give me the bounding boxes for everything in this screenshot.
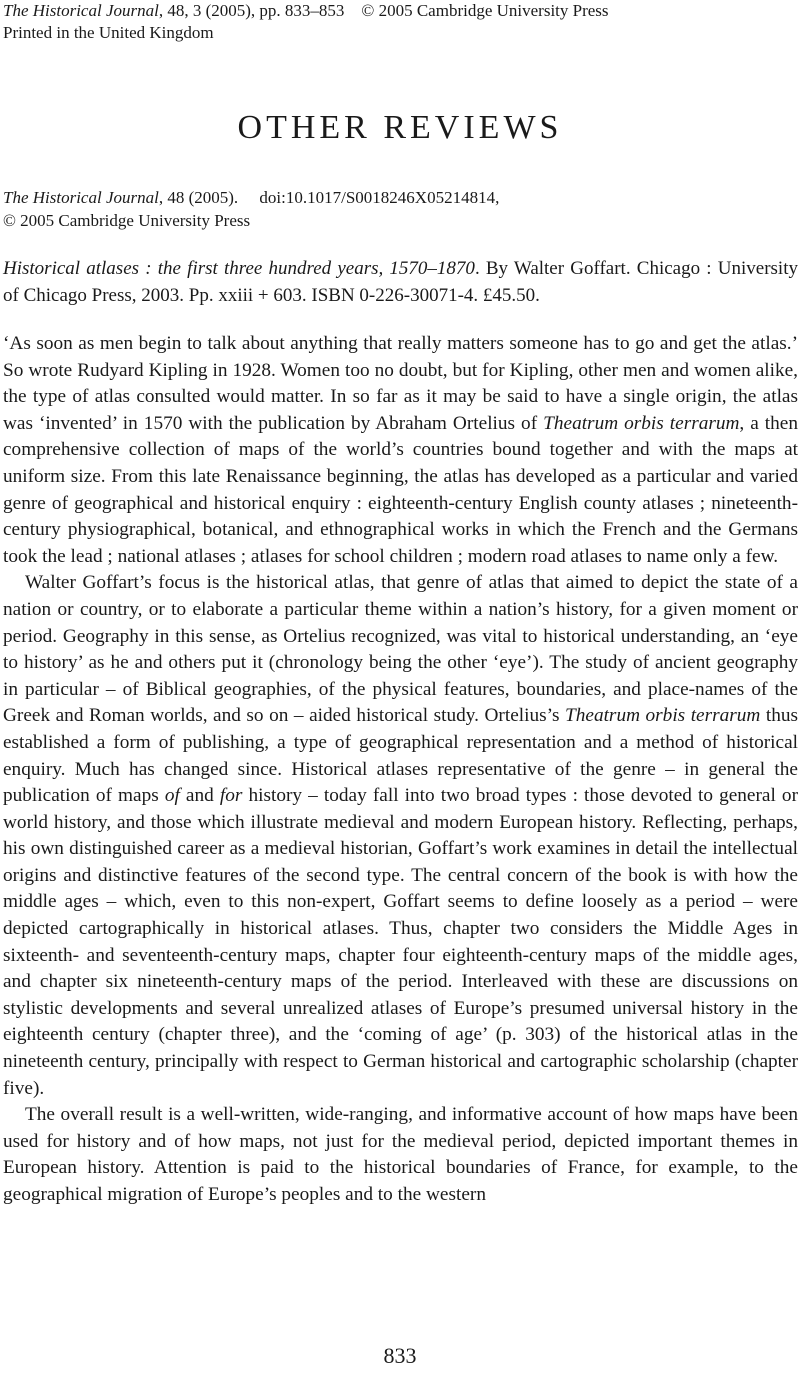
- citation-copyright: © 2005 Cambridge University Press: [3, 211, 251, 230]
- p2-text-a: Walter Goffart’s focus is the historical atlas, that genre of atlas that aimed to depict the state of a nation or country, or to elaborate a particular theme within a nation’s history, for a given moment or period. Geography in this sense, as Ortelius recognized, was vital to historical understanding, an ‘eye to history’ as he and others put it (chronology being the other ‘eye’). The study of ancient geography in particular – of Biblical geographies, of the physical features, boundaries, and place-names of the Greek and Roman worlds, and so on – aided historical study. Ortelius’s: [3, 572, 798, 727]
- paragraph-1: [3, 331, 798, 570]
- citation-journal: The Historical Journal: [3, 188, 159, 207]
- citation-year: , 48 (2005).: [158, 188, 239, 207]
- p2-italic-2: of: [164, 785, 180, 807]
- p1-text-a: ‘As soon as men begin to talk about anything that really matters someone has to go and get the atlas.’ So wrote Rudyard Kipling in 1928. Women too no doubt, but for Kipling, other men and women alike, the type of atlas consulted would matter. In so far as it may be said to have a single origin, the atlas was ‘invented’ in 1570 with the publication by Abraham Ortelius of: [3, 333, 798, 434]
- p1-italic: Theatrum orbis terrarum: [543, 412, 740, 434]
- book-reference: [3, 256, 798, 309]
- p2-italic-1: Theatrum orbis terrarum: [565, 705, 761, 727]
- running-head-line1: [3, 0, 609, 22]
- paragraph-2: [3, 570, 798, 1102]
- paragraph-3: The overall result is a well-written, wide-ranging, and informative account of how maps have been used for history and of how maps, not just for the medieval period, depicted important themes in European history. Attention is paid to the historical boundaries of France, for example, to the geographical migration of Europe’s peoples and to the western: [3, 1104, 798, 1205]
- page-number: 833: [383, 1343, 417, 1368]
- p2-text-d: history – today fall into two broad types : those devoted to general or world history, and those which illustrate medieval and modern European history. Reflecting, perhaps, his own distinguished career as a medieval historian, Goffart’s work examines in detail the intellectual origins and distinctive features of the second type. The central concern of the book is with how the middle ages – which, even to this non-expert, Goffart seems to define loosely as a period – were depicted cartographically in historical atlases. Thus, chapter two considers the Middle Ages in sixteenth- and seventeenth-century maps, chapter four eighteenth-century maps of the middle ages, and chapter six nineteenth-century maps of the period. Interleaved with these are discussions on stylistic developments and several unrealized atlases of Europe’s presumed universal history in the eighteenth century (chapter three), and the ‘coming of age’ (p. 303) of the historical atlas in the nineteenth century, principally with respect to German historical and cartographic scholarship (chapter five).: [3, 785, 798, 1099]
- review-body: [3, 331, 798, 1209]
- running-head-copyright: © 2005 Cambridge University Press: [361, 1, 609, 20]
- p2-text-c: and: [179, 785, 220, 807]
- book-details: . By Walter Goffart. Chicago : University of Chicago Press, 2003. Pp. xxiii + 603. ISBN 0-226-30071-4. £45.50.: [3, 258, 798, 306]
- running-head: [3, 0, 609, 44]
- p2-italic-3: for: [219, 785, 243, 807]
- book-title: Historical atlases : the first three hundred years, 1570–1870: [3, 258, 475, 279]
- citation-doi: doi:10.1017/S0018246X05214814,: [259, 188, 500, 207]
- section-title: OTHER REVIEWS: [237, 108, 563, 146]
- running-head-printed: Printed in the United Kingdom: [3, 23, 214, 42]
- review-citation: [3, 186, 499, 232]
- running-head-journal: The Historical Journal: [3, 1, 159, 20]
- running-head-volume: , 48, 3 (2005), pp. 833–853: [158, 1, 345, 20]
- p1-text-b: , a then comprehensive collection of maps of the world’s countries bound together and with the maps at uniform size. From this late Renaissance beginning, the atlas has developed as a particular and varied genre of geographical and historical enquiry : eighteenth-century English county atlases ; nineteenth-century physiographical, botanical, and ethnographical works in which the French and the Germans took the lead ; national atlases ; atlases for school children ; modern road atlases to name only a few.: [3, 412, 799, 567]
- p2-text-b: thus established a form of publishing, a type of geographical representation and a method of historical enquiry. Much has changed since. Historical atlases representative of the genre – in general the publication of maps: [3, 705, 799, 807]
